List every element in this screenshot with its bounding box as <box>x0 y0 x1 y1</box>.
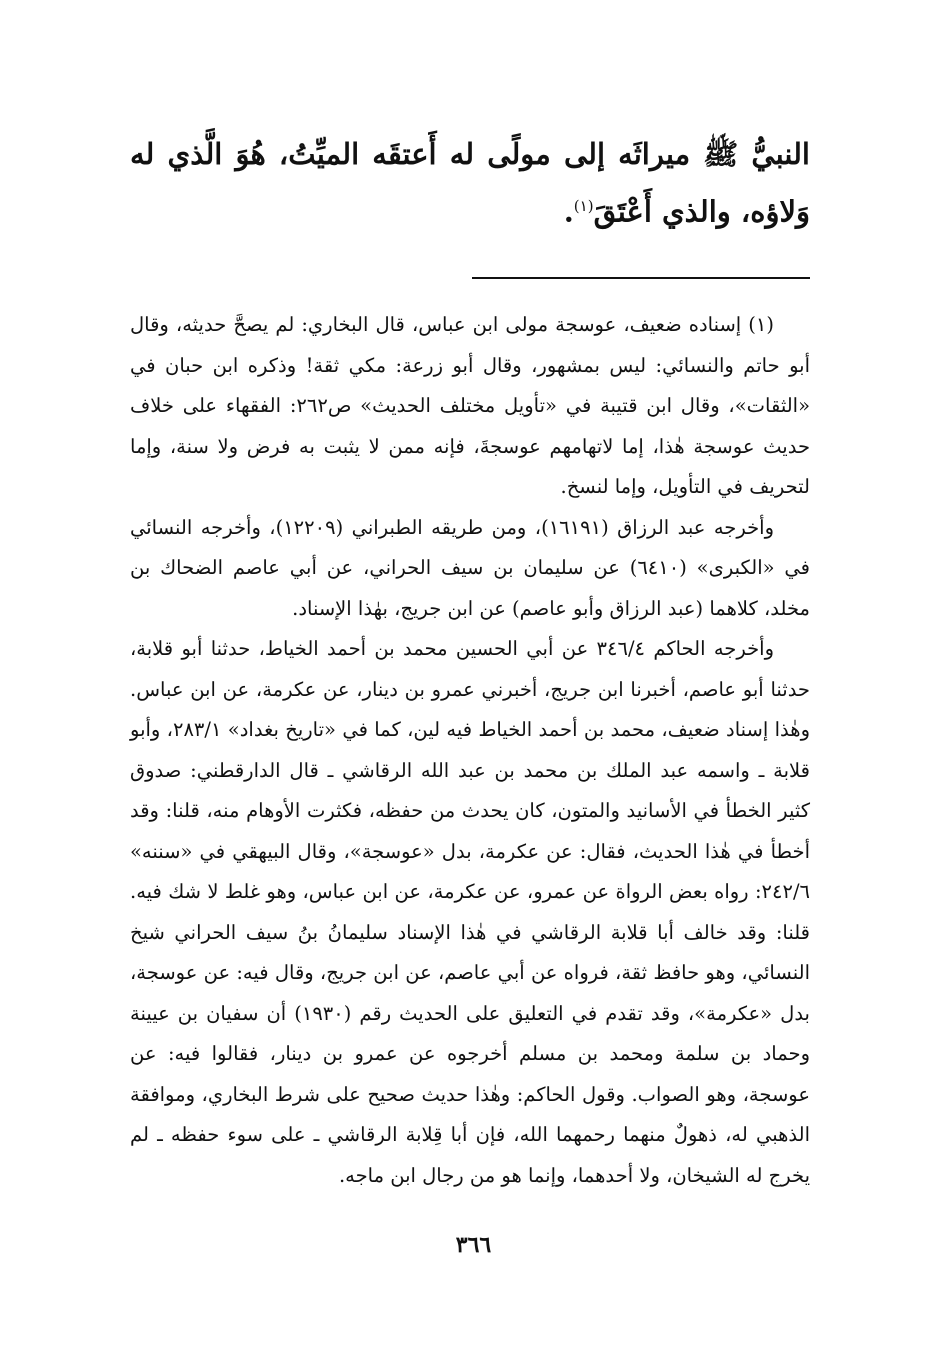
footnote-paragraph-1: (١) إسناده ضعيف، عوسجة مولى ابن عباس، قال البخاري: لم يصحَّ حديثه، وقال أبو حاتم والنسائي: ليس بمشهور، وقال أبو زرعة: مكي ثقة! وذكره ابن حبان في «الثقات»، وقال ابن قتيبة في «تأويل مختلف الحديث» ص٢٦٢: الفقهاء على خلاف حديث عوسجة هٰذا، إما لاتهامهم عوسجةَ، فإنه ممن لا يثبت به فرض ولا سنة، وإما لتحريف في التأويل، وإما لنسخ. <box>130 313 810 498</box>
page-number: ٣٦٦ <box>455 1232 492 1258</box>
footnote-reference[interactable]: (١) <box>573 197 594 215</box>
main-text-end-mark: . <box>563 194 574 229</box>
footnote-paragraph-2: وأخرجه عبد الرزاق (١٦١٩١)، ومن طريقه الطبراني (١٢٢٠٩)، وأخرجه النسائي في «الكبرى» (٦٤١٠) عن سليمان بن سيف الحراني، عن أبي عاصم الضحاك بن مخلد، كلاهما (عبد الرزاق وأبو عاصم) عن ابن جريج، بهٰذا الإسناد. <box>130 515 810 620</box>
footnote-separator <box>472 277 810 279</box>
footnote-paragraph-3: وأخرجه الحاكم ٣٤٦/٤ عن أبي الحسين محمد بن أحمد الخياط، حدثنا أبو قلابة، حدثنا أبو عاصم، أخبرنا ابن جريج، أخبرني عمرو بن دينار، عن عكرمة، عن ابن عباس. وهٰذا إسناد ضعيف، محمد بن أحمد الخياط فيه لين، كما في «تاريخ بغداد» ٢٨٣/١، وأبو قلابة ـ واسمه عبد الملك بن محمد بن عبد الله الرقاشي ـ قال الدارقطني: صدوق كثير الخطأ في الأسانيد والمتون، كان يحدث من حفظه، فكثرت الأوهام منه، قلنا: وقد أخطأ في هٰذا الحديث، فقال: عن عكرمة، بدل «عوسجة»، وقال البيهقي في «سننه» ٢٤٢/٦: رواه بعض الرواة عن عمرو، عن عكرمة، عن ابن عباس، وهو غلط لا شك فيه. قلنا: وقد خالف أبا قلابة الرقاشي في هٰذا الإسناد سليمانُ بنُ سيف الحراني شيخ النسائي، وهو حافظ ثقة، فرواه عن أبي عاصم، عن ابن جريج، وقال فيه: عن عوسجة، بدل «عكرمة»، وقد تقدم في التعليق على الحديث رقم (١٩٣٠) أن سفيان بن عيينة وحماد بن سلمة ومحمد بن مسلم أخرجوه عن عمرو بن دينار، فقالوا فيه: عن عوسجة، وهو الصواب. وقول الحاكم: وهٰذا حديث صحيح على شرط البخاري، وموافقة الذهبي له، ذهولٌ منهما رحمهما الله، فإن أبا قِلابة الرقاشي ـ على سوء حفظه ـ لم يخرج له الشيخان، ولا أحدهما، وإنما هو من رجال ابن ماجه. <box>130 637 810 1187</box>
footnotes <box>130 305 810 1196</box>
main-text <box>130 128 810 238</box>
main-text-body: النبيُّ ﷺ ميراثَه إلى مولًى له أَعتقَه الميِّتُ، هُوَ الَّذي له وَلاؤه، والذي أَعْتَقَ <box>130 137 810 229</box>
